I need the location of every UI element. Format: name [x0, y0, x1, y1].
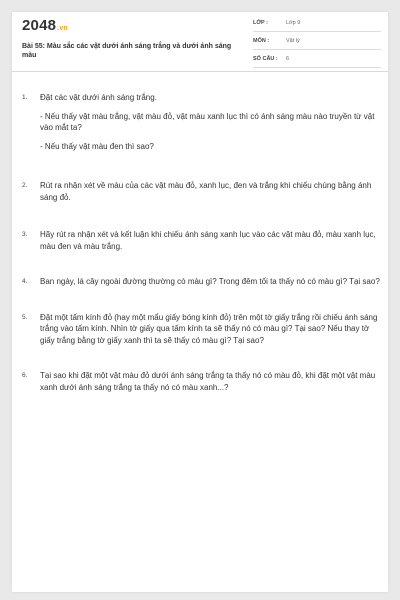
question-item: [22, 92, 380, 152]
question-item: [22, 229, 380, 252]
question-number: 1.: [22, 94, 28, 101]
question-text: Đặt các vật dưới ánh sáng trắng.: [40, 93, 157, 102]
question-subpoint: - Nếu thấy vật màu đen thì sao?: [40, 141, 154, 151]
question-number: 4.: [22, 278, 28, 285]
question-text: Hãy rút ra nhận xét và kết luận khi chiếu ánh sáng xanh lục vào các vật màu đỏ, màu xanh lục, màu đen và màu trắng.: [40, 230, 376, 251]
question-text: Rút ra nhận xét về màu của các vật màu đỏ, xanh lục, đen và trắng khi chiếu chúng bằng ánh sáng đỏ.: [40, 181, 372, 202]
lesson-title: Bài 55: Màu sắc các vật dưới ánh sáng trắng và dưới ánh sáng màu: [22, 43, 232, 59]
meta-value: Vật lý: [286, 38, 300, 44]
logo-text: 2048: [22, 17, 57, 34]
worksheet-page: [12, 12, 388, 592]
question-text: Đặt một tấm kính đỏ (hay một mẩu giấy bóng kính đỏ) trên một tờ giấy trắng rồi chiếu ánh sáng trắng vào tấm kính. Nhìn tờ giấy qua tấm kính ta sẽ thấy nó có màu gì? Tại sao? Nếu thay tờ giấy trắng bằng tờ giấy xanh thì ta sẽ thấy có màu gì? Tại sao?: [40, 312, 378, 345]
question-item: [22, 180, 380, 203]
meta-row-subject: [253, 35, 381, 50]
worksheet-header: [12, 12, 388, 72]
site-logo[interactable]: [22, 17, 68, 34]
question-text: Ban ngày, lá cây ngoài đường thường có màu gì? Trong đêm tối ta thấy nó có màu gì? Tại sao?: [40, 277, 380, 286]
meta-row-question-count: [253, 53, 381, 68]
question-number: 3.: [22, 231, 28, 238]
meta-value: 6: [286, 56, 290, 62]
question-number: 6.: [22, 372, 28, 379]
meta-label: MÔN :: [253, 38, 270, 44]
worksheet-meta: [253, 17, 381, 71]
question-item: [22, 370, 380, 393]
question-item: [22, 312, 380, 347]
question-item: [22, 276, 380, 288]
question-number: 5.: [22, 313, 28, 321]
meta-label: SỐ CÂU :: [253, 56, 278, 62]
question-text: Tại sao khi đặt một vật màu đỏ dưới ánh sáng trắng ta thấy nó có màu đỏ, khi đặt một vật màu xanh dưới ánh sáng trắng ta thấy nó có màu xanh...?: [40, 371, 376, 392]
logo-suffix: .vn: [57, 25, 68, 32]
meta-value: Lớp 9: [286, 20, 301, 26]
question-subpoint: - Nếu thấy vật màu trắng, vật màu đỏ, vật màu xanh lục thì có ánh sáng màu nào truyền từ vật vào mắt ta?: [40, 111, 375, 132]
question-number: 2.: [22, 182, 28, 189]
meta-row-class: [253, 17, 381, 32]
question-list: [22, 92, 380, 393]
meta-label: LỚP :: [253, 20, 268, 26]
